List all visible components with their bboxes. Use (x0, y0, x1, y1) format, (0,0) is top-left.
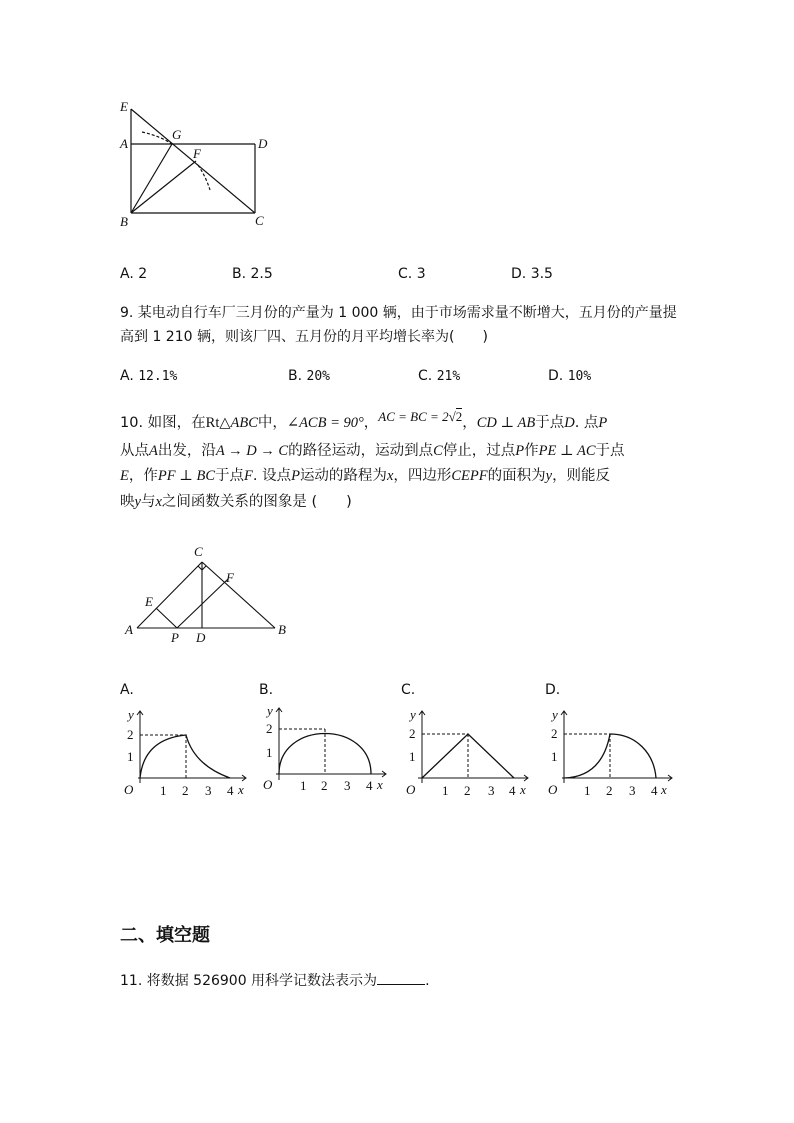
q10-graph-label-C: C. (401, 682, 416, 698)
text-run: 于点 (215, 468, 244, 484)
math-pe-perp-ac: PE ⊥ AC (538, 443, 596, 459)
q9-option-C (418, 366, 460, 387)
text-run: 的面积为 (487, 468, 546, 484)
math-angle-acb: ∠ACB = 90° (286, 415, 364, 431)
y-axis-label: y (410, 707, 416, 722)
q10-label-A: A (125, 622, 133, 637)
math-point-p: P (598, 415, 608, 431)
math-triangle-abc: △ABC (219, 415, 258, 431)
text-run: 从点 (120, 443, 149, 459)
origin-label: O (406, 782, 416, 797)
q10-label-F: F (226, 570, 234, 585)
math-path-adc: A → D → C (215, 443, 289, 459)
q8-label-D: D (258, 136, 268, 151)
option-value: 10% (567, 369, 592, 384)
text-run: 之间函数关系的图象是 ( ) (161, 494, 352, 510)
sqrt-radicand: 2 (455, 409, 463, 424)
text-run: . 点 (574, 415, 599, 431)
option-letter: A. (120, 266, 134, 282)
q8-figure (110, 95, 280, 230)
q10-graph-label-A: A. (120, 682, 134, 698)
text-run: 于点 (595, 443, 625, 459)
x-tick-4: 4 (366, 778, 373, 793)
option-value: 2 (138, 266, 148, 282)
q8-label-C: C (255, 213, 264, 228)
y-tick-2: 2 (127, 727, 134, 742)
q10-stem-line2 (120, 441, 625, 461)
y-tick-2: 2 (266, 721, 273, 736)
math-ac-bc (378, 409, 462, 424)
math-quad-cepf: CEPF (451, 468, 488, 484)
q10-label-E: E (145, 594, 153, 609)
math-pf-perp-bc: PF ⊥ BC (157, 468, 215, 484)
option-value: 20% (306, 369, 330, 384)
q8-label-G: G (172, 127, 182, 142)
text-run: 映 (120, 494, 135, 510)
option-letter: D. (511, 266, 527, 282)
q8-dashed-arc-2 (198, 165, 210, 190)
text-run: 作 (524, 443, 539, 459)
option-value: 2.5 (250, 266, 273, 282)
y-axis-label: y (128, 707, 134, 722)
graph-curve (140, 735, 230, 778)
q10-graph-D (544, 703, 679, 803)
q9-option-D (548, 366, 591, 387)
q8-option-C (398, 264, 426, 284)
text-run: ， (462, 415, 477, 431)
x-axis-label: x (377, 777, 383, 792)
q8-label-E: E (120, 99, 128, 114)
q8-segment-BG (131, 144, 172, 213)
x-tick-2: 2 (321, 778, 328, 793)
math-point-d: D (564, 415, 575, 431)
q10-graph-A (118, 703, 253, 803)
x-tick-3: 3 (488, 783, 495, 798)
x-tick-2: 2 (464, 783, 471, 798)
math-var-y: y (134, 494, 141, 510)
q9-option-A (120, 366, 177, 387)
math-point-p: P (515, 443, 525, 459)
q10-label-D: D (196, 630, 206, 645)
q9-option-B (288, 366, 330, 387)
q8-label-B: B (120, 214, 128, 229)
x-tick-4: 4 (651, 783, 658, 798)
q10-label-C: C (194, 544, 203, 559)
q10-stem-line1 (120, 409, 608, 433)
q10-label-P: P (171, 630, 179, 645)
q10-segment-PE (156, 608, 177, 628)
answer-blank[interactable] (377, 970, 425, 985)
q10-graph-label-D: D. (545, 682, 561, 698)
q10-graph-label-B: B. (259, 682, 274, 698)
q8-label-A: A (120, 136, 128, 151)
text-run: 出发，沿 (157, 443, 216, 459)
x-axis-label: x (661, 782, 667, 797)
text-run: 与 (140, 494, 156, 510)
math-point-e: E (120, 468, 129, 484)
q9-stem-line1: 9. 某电动自行车厂三月份的产量为 1 000 辆，由于市场需求量不断增大，五月份的产量提 (120, 305, 677, 321)
x-tick-1: 1 (300, 778, 307, 793)
math-point-c: C (433, 443, 443, 459)
y-axis-label: y (552, 707, 558, 722)
q10-graph-C (400, 703, 535, 803)
option-value: 12.1% (138, 369, 178, 384)
q10-figure (115, 540, 300, 650)
math-rt: Rt (205, 415, 220, 431)
q8-option-A (120, 264, 147, 284)
text-run: . 设点 (252, 468, 292, 484)
text-run: 10. 如图，在 (120, 415, 206, 431)
text-run: ，则能反 (552, 468, 611, 484)
q8-segment-BF (131, 161, 196, 213)
q10-stem-line4 (120, 492, 352, 512)
x-tick-2: 2 (606, 783, 613, 798)
origin-label: O (263, 777, 273, 792)
text-run: ，四边形 (393, 468, 452, 484)
x-axis-label: x (238, 782, 244, 797)
y-tick-1: 1 (551, 749, 558, 764)
y-tick-1: 1 (266, 745, 273, 760)
y-tick-2: 2 (551, 726, 558, 741)
math-point-a: A (149, 443, 158, 459)
option-value: 3 (416, 266, 426, 282)
text-run: 运动的路程为 (299, 468, 387, 484)
q11-stem (120, 970, 430, 991)
option-letter: B. (288, 368, 303, 384)
x-tick-1: 1 (442, 783, 449, 798)
origin-label: O (124, 782, 134, 797)
y-tick-2: 2 (409, 726, 416, 741)
origin-label: O (548, 782, 558, 797)
q8-option-B (232, 264, 273, 284)
q10-graph-B (258, 700, 393, 800)
y-tick-1: 1 (409, 749, 416, 764)
x-tick-1: 1 (160, 783, 167, 798)
q10-segment-CB (202, 562, 275, 628)
q8-label-F: F (193, 146, 201, 161)
x-tick-3: 3 (205, 783, 212, 798)
sqrt-symbol: √ (448, 409, 456, 424)
text-run: 中， (257, 415, 287, 431)
math-ac-bc-text: AC = BC = 2 (378, 409, 449, 424)
option-letter: D. (548, 368, 564, 384)
option-value: 21% (436, 369, 461, 384)
q10-stem-line3 (120, 466, 610, 486)
text-run: ，作 (128, 468, 158, 484)
x-tick-4: 4 (227, 783, 234, 798)
option-letter: C. (418, 368, 433, 384)
q9-stem-line2: 高到 1 210 辆，则该厂四、五月份的月平均增长率为( ) (120, 329, 488, 345)
x-tick-1: 1 (584, 783, 591, 798)
option-letter: B. (232, 266, 247, 282)
text-run: 的路径运动，运动到点 (288, 443, 434, 459)
q11-text: 11. 将数据 526900 用科学记数法表示为 (120, 973, 378, 989)
math-cd-perp-ab: CD ⊥ AB (476, 415, 536, 431)
x-tick-2: 2 (182, 783, 189, 798)
q11-end: . (425, 973, 430, 989)
y-axis-label: y (267, 703, 273, 718)
math-var-x: x (386, 468, 394, 484)
x-tick-3: 3 (344, 778, 351, 793)
option-letter: A. (120, 368, 134, 384)
text-run: 于点 (535, 415, 565, 431)
section-heading: 二、填空题 (120, 925, 210, 946)
q8-dashed-arc-1 (142, 132, 172, 144)
math-var-x: x (155, 494, 162, 510)
x-axis-label: x (520, 782, 526, 797)
option-letter: C. (398, 266, 413, 282)
q10-label-B: B (278, 622, 286, 637)
y-tick-1: 1 (127, 749, 134, 764)
x-tick-4: 4 (509, 783, 516, 798)
math-point-f: F (244, 468, 253, 484)
text-run: 停止，过点 (442, 443, 516, 459)
q8-option-D (511, 264, 553, 284)
text-run: ， (363, 415, 379, 431)
option-value: 3.5 (530, 266, 553, 282)
math-var-y: y (545, 468, 553, 484)
x-tick-3: 3 (629, 783, 636, 798)
math-point-p: P (291, 468, 300, 484)
